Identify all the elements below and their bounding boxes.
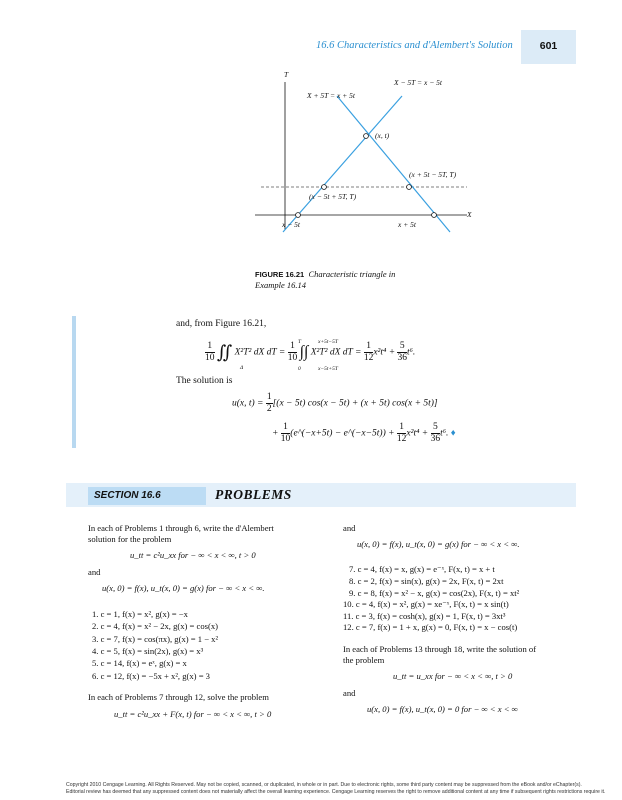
apex-point — [364, 134, 369, 139]
base-right-point — [432, 213, 437, 218]
problem-5: 5. c = 14, f(x) = eˣ, g(x) = x — [92, 658, 187, 669]
five-num: 5 — [431, 422, 441, 434]
twelfth-num: 1 — [397, 422, 407, 434]
wave-equation-2: u_tt = c²u_xx + F(x, t) for − ∞ < x < ∞, t > 0 — [114, 709, 272, 719]
problem-6: 6. c = 12, f(x) = −5x + x², g(x) = 3 — [92, 670, 210, 681]
point-right-label: (x + 5t − 5T, T) — [409, 170, 457, 179]
right-intro-4: In each of Problems 13 through 18, write the solution of — [343, 643, 537, 654]
wave-equation-1: u_tt = c²u_xx for − ∞ < x < ∞, t > 0 — [130, 550, 256, 561]
problem-9: 9. c = 8, f(x) = x² − x, g(x) = cos(2x), F(x, t) = xt² — [349, 587, 520, 598]
apex-label: (x, t) — [375, 131, 390, 140]
point-left-label: (x − 5t + 5T, T) — [309, 192, 357, 201]
inner-upper-limit: x+5t−5T — [318, 339, 338, 345]
half-num: 1 — [266, 392, 272, 402]
left-intro-3: In each of Problems 7 through 12, solve the problem — [88, 691, 269, 702]
t-axis-label: T — [284, 70, 289, 79]
eq1-rhs1-num: 1 — [364, 341, 374, 353]
twelfth-den: 12 — [396, 434, 407, 444]
page-number: 601 — [539, 40, 558, 52]
line-plus-label: X + 5T = x + 5t — [307, 91, 355, 100]
outer-upper-limit: T — [298, 339, 302, 345]
copyright-line-2: Editorial review has deemed that any suppressed content does not materially affect the overall learning experience. Cengage Learning reserves the right to remove additional content at any time if subsequent rights restrictions require it. — [66, 788, 606, 795]
section-title: PROBLEMS — [215, 487, 292, 502]
section-label: SECTION 16.6 — [94, 490, 161, 501]
eq1-integrand-2: X²T² dX dT = — [310, 347, 362, 358]
solution-line-2 — [272, 422, 456, 445]
line-minus-label: X − 5T = x − 5t — [394, 78, 442, 87]
initial-conditions-1: u(x, 0) = f(x), u_t(x, 0) = g(x) for − ∞ < x < ∞. — [102, 582, 265, 593]
figure-caption-text: Characteristic triangle in — [308, 269, 396, 279]
figure-caption-text-2: Example 16.14 — [255, 280, 306, 290]
tenth-num: 1 — [281, 422, 291, 434]
problem-12: 12. c = 7, f(x) = 1 + x, g(x) = 0, F(x, t) = x − cos(t) — [343, 622, 518, 633]
example-margin-bar — [72, 316, 76, 448]
solution-bracket: [(x − 5t) cos(x − 5t) + (x + 5t) cos(x + 5t)] — [272, 398, 438, 409]
intro-text: and, from Figure 16.21, — [176, 319, 267, 329]
characteristic-triangle-figure — [255, 70, 485, 240]
right-and: and — [343, 523, 356, 533]
eq1-rhs2-tail: t⁶. — [406, 347, 416, 358]
right-column — [343, 523, 583, 715]
copyright-footer — [66, 782, 605, 795]
iterated-integral-sign: ∫∫ — [299, 343, 309, 361]
copyright-line-1: Copyright 2010 Cengage Learning. All Rights Reserved. May not be copied, scanned, or duplicated, in whole or in part. Due to electronic rights, some third party content may be suppressed from the eBook and/or eChapter(s). — [66, 782, 582, 788]
eq1-lead-num: 1 — [205, 341, 215, 353]
eq1-rhs1-den: 12 — [363, 353, 374, 363]
solution-lhs: u(x, t) = — [232, 398, 264, 409]
half-den: 2 — [266, 404, 272, 414]
problem-11: 11. c = 3, f(x) = cosh(x), g(x) = 1, F(x, t) = 3xt³ — [343, 610, 506, 621]
x-axis-label: X — [467, 210, 472, 219]
eq1-rhs1-tail: x²t⁴ + — [373, 347, 396, 358]
initial-conditions-3: u(x, 0) = f(x), u_t(x, 0) = 0 for − ∞ < x < ∞ — [367, 703, 518, 714]
solution-intro: The solution is — [176, 376, 233, 386]
problem-4: 4. c = 5, f(x) = sin(2x), g(x) = x³ — [92, 645, 204, 656]
problem-8: 8. c = 2, f(x) = sin(x), g(x) = 2x, F(x, t) = 2xt — [349, 576, 504, 586]
end-of-example-icon: ♦ — [450, 428, 456, 439]
inner-lower-limit: x−5t+5T — [318, 366, 338, 372]
eq1-lead-den-2: 10 — [287, 353, 298, 363]
problem-10: 10. c = 4, f(x) = x², g(x) = xe⁻ˣ, F(x, t) = x sin(t) — [343, 599, 509, 610]
eq1-rhs2-den: 36 — [397, 353, 407, 363]
running-header: 16.6 Characteristics and d'Alembert's Solution — [316, 40, 513, 51]
left-column — [88, 523, 333, 720]
problem-1: 1. c = 1, f(x) = x², g(x) = −x — [92, 609, 188, 620]
characteristic-minus — [337, 96, 450, 232]
problem-2: 2. c = 4, f(x) = x² − 2x, g(x) = cos(x) — [92, 621, 219, 632]
wave-equation-3: u_tt = u_xx for − ∞ < x < ∞, t > 0 — [393, 671, 513, 682]
eq1-lead-den: 10 — [205, 353, 215, 363]
right-intro-5: the problem — [343, 655, 385, 666]
base-right-label: x + 5t — [398, 220, 416, 229]
figure-caption-label: FIGURE 16.21 — [255, 270, 305, 279]
double-integral-sign: ∬ — [216, 342, 233, 362]
solution-poly-a: x²t⁴ + — [406, 428, 429, 439]
five-den: 36 — [430, 434, 441, 444]
eq1-rhs2-num: 5 — [397, 341, 407, 353]
problem-3: 3. c = 7, f(x) = cos(πx), g(x) = 1 − x² — [92, 633, 219, 644]
eq1-lead-num-2: 1 — [288, 341, 298, 353]
tenth-den: 10 — [280, 434, 291, 444]
base-left-label: x − 5t — [282, 220, 300, 229]
eq1-integrand: X²T² dX dT = — [234, 347, 286, 358]
right-and-2: and — [343, 687, 356, 698]
problem-7: 7. c = 4, f(x) = x, g(x) = e⁻ˣ, F(x, t) = x + t — [349, 564, 495, 575]
figure-caption — [255, 269, 455, 291]
solution-line-1 — [232, 392, 438, 415]
left-intro-2: solution for the problem — [88, 534, 172, 545]
base-left-point — [296, 213, 301, 218]
outer-lower-limit: 0 — [298, 366, 301, 372]
region-label: Δ — [240, 365, 244, 371]
point-left — [322, 185, 327, 190]
initial-conditions-2: u(x, 0) = f(x), u_t(x, 0) = g(x) for − ∞ < x < ∞. — [357, 539, 520, 550]
left-and: and — [88, 566, 101, 577]
solution-plus: + — [272, 428, 279, 439]
point-right — [407, 185, 412, 190]
left-intro-1: In each of Problems 1 through 6, write the d'Alembert — [88, 523, 274, 533]
solution-poly-b: t⁶. — [440, 428, 449, 439]
characteristic-plus — [283, 96, 402, 232]
integral-equation — [205, 341, 415, 364]
solution-exp-term: (e^(−x+5t) − e^(−x−5t)) + — [290, 428, 395, 439]
